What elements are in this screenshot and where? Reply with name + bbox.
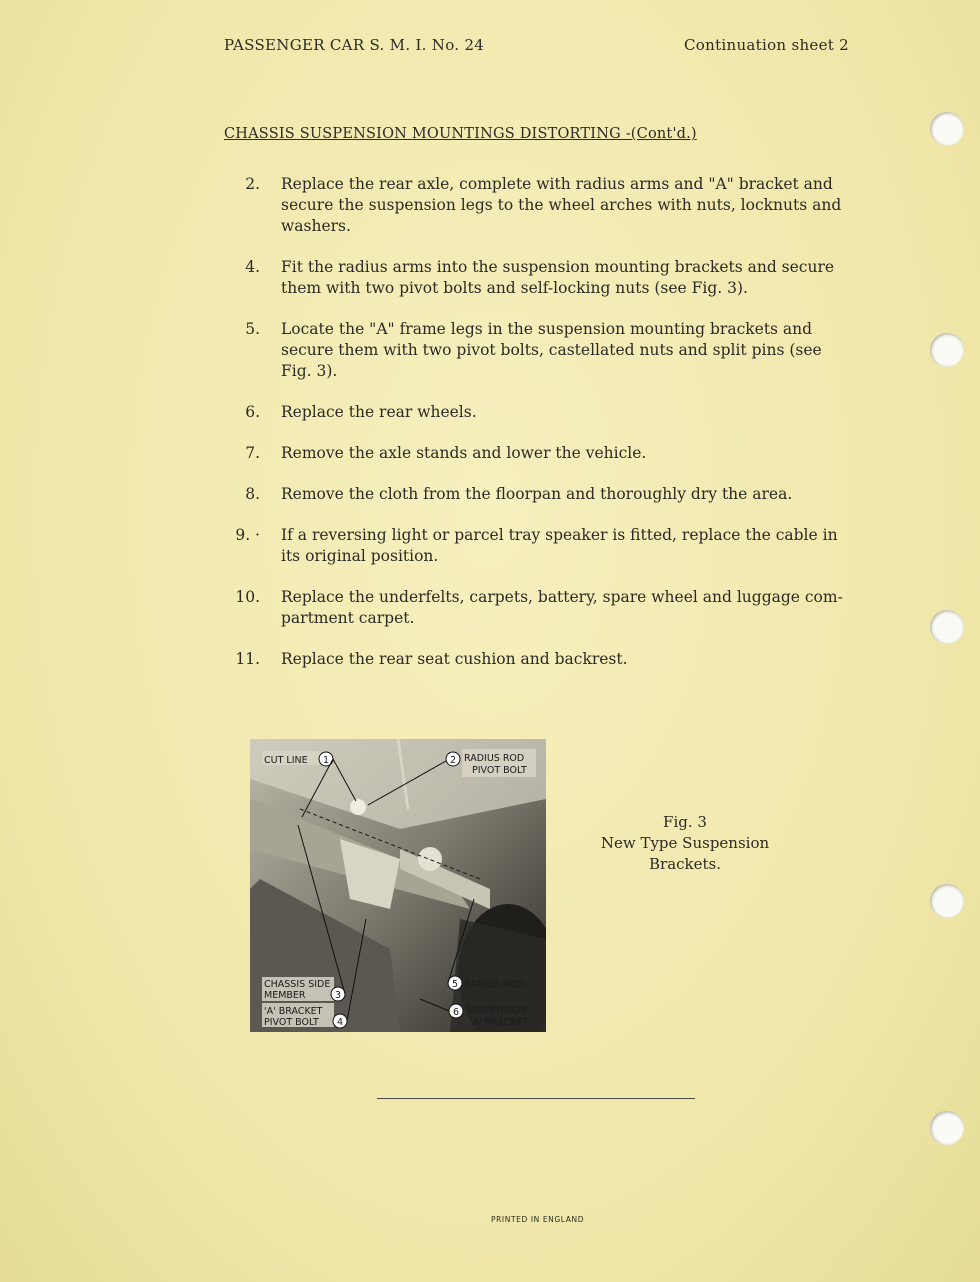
suspension-photo xyxy=(250,739,546,1032)
step-item xyxy=(205,443,845,464)
step-number: 10. xyxy=(235,588,260,606)
figure-caption xyxy=(596,812,774,875)
step-item xyxy=(205,484,845,505)
callout-6: 6 xyxy=(453,1007,460,1018)
step-text: Replace the rear axle, complete with radius arms and "A" bracket and secure the suspension legs to the wheel arches with nuts, locknuts and washers. xyxy=(281,175,842,235)
label-chassis-side-2: MEMBER xyxy=(264,990,306,1001)
steps-list xyxy=(205,174,845,690)
step-number: 5. xyxy=(245,320,260,338)
label-suspension-2: 'A' BRACKET xyxy=(470,1017,529,1028)
punch-hole xyxy=(930,333,964,367)
label-a-bracket-2: PIVOT BOLT xyxy=(264,1017,319,1028)
punch-hole xyxy=(930,112,964,146)
caption-line-3: Brackets. xyxy=(649,855,721,873)
label-chassis-side-1: CHASSIS SIDE xyxy=(264,979,331,990)
step-text: Replace the rear wheels. xyxy=(281,403,477,421)
step-text: Fit the radius arms into the suspension mounting brackets and secure them with two pivot bolts and self-locking nuts (see Fig. 3). xyxy=(281,258,835,297)
label-cut-line: CUT LINE xyxy=(264,755,308,766)
step-item xyxy=(205,402,845,423)
step-item xyxy=(205,587,845,629)
step-item xyxy=(205,319,845,382)
footer-printed: PRINTED IN ENGLAND xyxy=(491,1215,585,1224)
step-number: 8. xyxy=(245,485,260,503)
section-title: CHASSIS SUSPENSION MOUNTINGS DISTORTING -(Cont'd.) xyxy=(224,126,697,142)
caption-line-2: New Type Suspension xyxy=(600,834,770,852)
label-radius-rod: RADIUS ROD xyxy=(464,979,525,990)
callout-4: 4 xyxy=(337,1017,344,1028)
callout-3: 3 xyxy=(335,990,342,1001)
punch-hole xyxy=(930,884,964,918)
divider-rule xyxy=(377,1098,695,1099)
punch-hole xyxy=(930,610,964,644)
step-text: Remove the axle stands and lower the vehicle. xyxy=(281,444,647,462)
step-text: Replace the rear seat cushion and backrest. xyxy=(281,650,628,668)
step-number: 9. · xyxy=(235,526,260,544)
step-text: If a reversing light or parcel tray speaker is fitted, replace the cable in its original position. xyxy=(281,526,838,565)
callout-5: 5 xyxy=(452,979,459,990)
step-number: 11. xyxy=(235,650,260,668)
step-number: 6. xyxy=(245,403,260,421)
label-a-bracket-1: 'A' BRACKET xyxy=(264,1006,323,1017)
step-text: Locate the "A" frame legs in the suspension mounting brackets and secure them with two pivot bolts, castellated nuts and split pins (see Fig. 3). xyxy=(281,320,822,380)
step-text: Remove the cloth from the floorpan and thoroughly dry the area. xyxy=(281,485,793,503)
step-number: 2. xyxy=(245,175,260,193)
label-radius-rod-pivot-2: PIVOT BOLT xyxy=(472,765,527,776)
step-item xyxy=(205,649,845,670)
step-number: 7. xyxy=(245,444,260,462)
callout-2: 2 xyxy=(450,755,457,766)
step-item xyxy=(205,525,845,567)
punch-hole xyxy=(930,1111,964,1145)
step-text: Replace the underfelts, carpets, battery, spare wheel and luggage com-partment carpet. xyxy=(281,588,843,627)
label-radius-rod-pivot-1: RADIUS ROD xyxy=(464,753,525,764)
callout-1: 1 xyxy=(323,755,330,766)
header-right: Continuation sheet 2 xyxy=(684,36,849,54)
step-number: 4. xyxy=(245,258,260,276)
figure-callouts xyxy=(250,739,546,1032)
step-item xyxy=(205,257,845,299)
label-suspension-1: SUSPENSION xyxy=(466,1005,528,1016)
header-left: PASSENGER CAR S. M. I. No. 24 xyxy=(224,36,485,54)
caption-fig-number: Fig. 3 xyxy=(663,813,707,831)
step-item xyxy=(205,174,845,237)
